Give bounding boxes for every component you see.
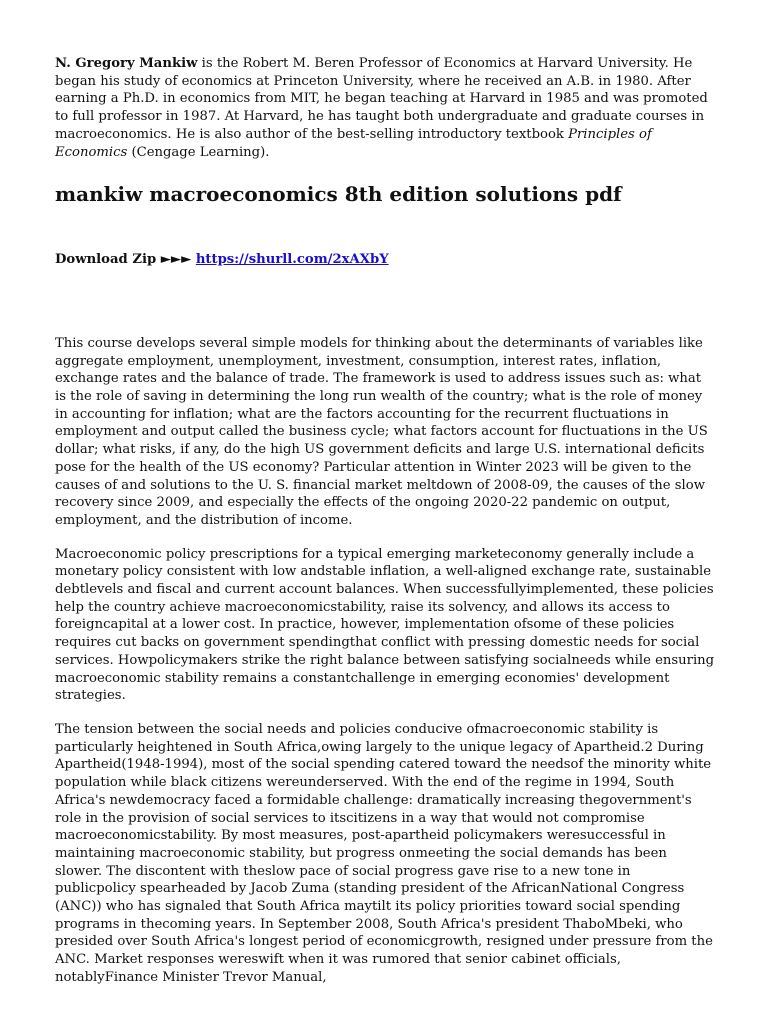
book-title: Principles of Economics [55,126,652,160]
body-paragraph-2: Macroeconomic policy prescriptions for a typical emerging marketeconomy generally include a monetary policy consistent with low andstable inflation, a well-aligned exchange rate, sustainable debtlevels and fiscal and current account balances. When successfullyimplemented, these policies help the country achieve macroeconomicstability, raise its solvency, and allows its access to foreigncapital at a lower cost. In practice, however, implementation ofsome of these policies requires cut backs on government spendingthat conflict with pressing domestic needs for social services. Howpolicymakers strike the right balance between satisfying socialneeds while ensuring macroeconomic stability remains a constantchallenge in emerging economies' development strategies. [55,546,715,704]
download-label: Download Zip ►►► [55,252,196,268]
author-name: N. Gregory Mankiw [55,56,198,71]
body-paragraph-1: This course develops several simple models for thinking about the determinants of variables like aggregate employment, unemployment, investment, consumption, interest rates, inflation, exchange rates and the balance of trade. The framework is used to address issues such as: what is the role of saving in determining the long run wealth of the country; what is the role of money in accounting for inflation; what are the factors accounting for the recurrent fluctuations in employment and output called the business cycle; what factors account for fluctuations in the US dollar; what risks, if any, do the high US government deficits and large U.S. international deficits pose for the health of the US economy? Particular attention in Winter 2023 will be given to the causes of and solutions to the U. S. financial market meltdown of 2008-09, the causes of the slow recovery since 2009, and especially the effects of the ongoing 2020-22 pandemic on output, employment, and the distribution of income. [55,335,708,528]
page-title: mankiw macroeconomics 8th edition solutions pdf [55,182,622,207]
download-line [55,251,715,269]
document-page [55,55,715,1003]
download-link[interactable]: https://shurll.com/2xAXbY [195,252,389,268]
author-bio [55,55,715,161]
body-paragraph-3: The tension between the social needs and policies conducive ofmacroeconomic stability is particularly heightened in South Africa,owing largely to the unique legacy of Apartheid.2 During Apartheid(1948-1994), most of the social spending catered toward the needsof the minority white population while black citizens wereunderserved. With the end of the regime in 1994, South Africa's newdemocracy faced a formidable challenge: dramatically increasing thegovernment's role in the provision of social services to itscitizens in a way that would not compromise macroeconomicstability. By most measures, post-apartheid policymakers weresuccessful in maintaining macroeconomic stability, but progress onmeeting the social demands has been slower. The discontent with theslow pace of social progress gave rise to a new tone in publicpolicy spearheaded by Jacob Zuma (standing president of the AfricanNational Congress (ANC)) who has signaled that South Africa maytilt its policy priorities toward social spending programs in thecoming years. In September 2008, South Africa's president ThaboMbeki, who presided over South Africa's longest period of economicgrowth, resigned under pressure from the ANC. Market responses wereswift when it was rumored that senior cabinet officials, notablyFinance Minister Trevor Manual, [55,721,713,985]
bio-text-1: is the Robert M. Beren Professor of Economics at Harvard University. He began his study of economics at Princeton University, where he received an A.B. in 1980. After earning a Ph.D. in economics from MIT, he began teaching at Harvard in 1985 and was promoted to full professor in 1987. At Harvard, he has taught both undergraduate and graduate courses in macroeconomics. He is also author of the best-selling introductory textbook [55,56,708,142]
bio-text-2: (Cengage Learning). [127,144,270,160]
